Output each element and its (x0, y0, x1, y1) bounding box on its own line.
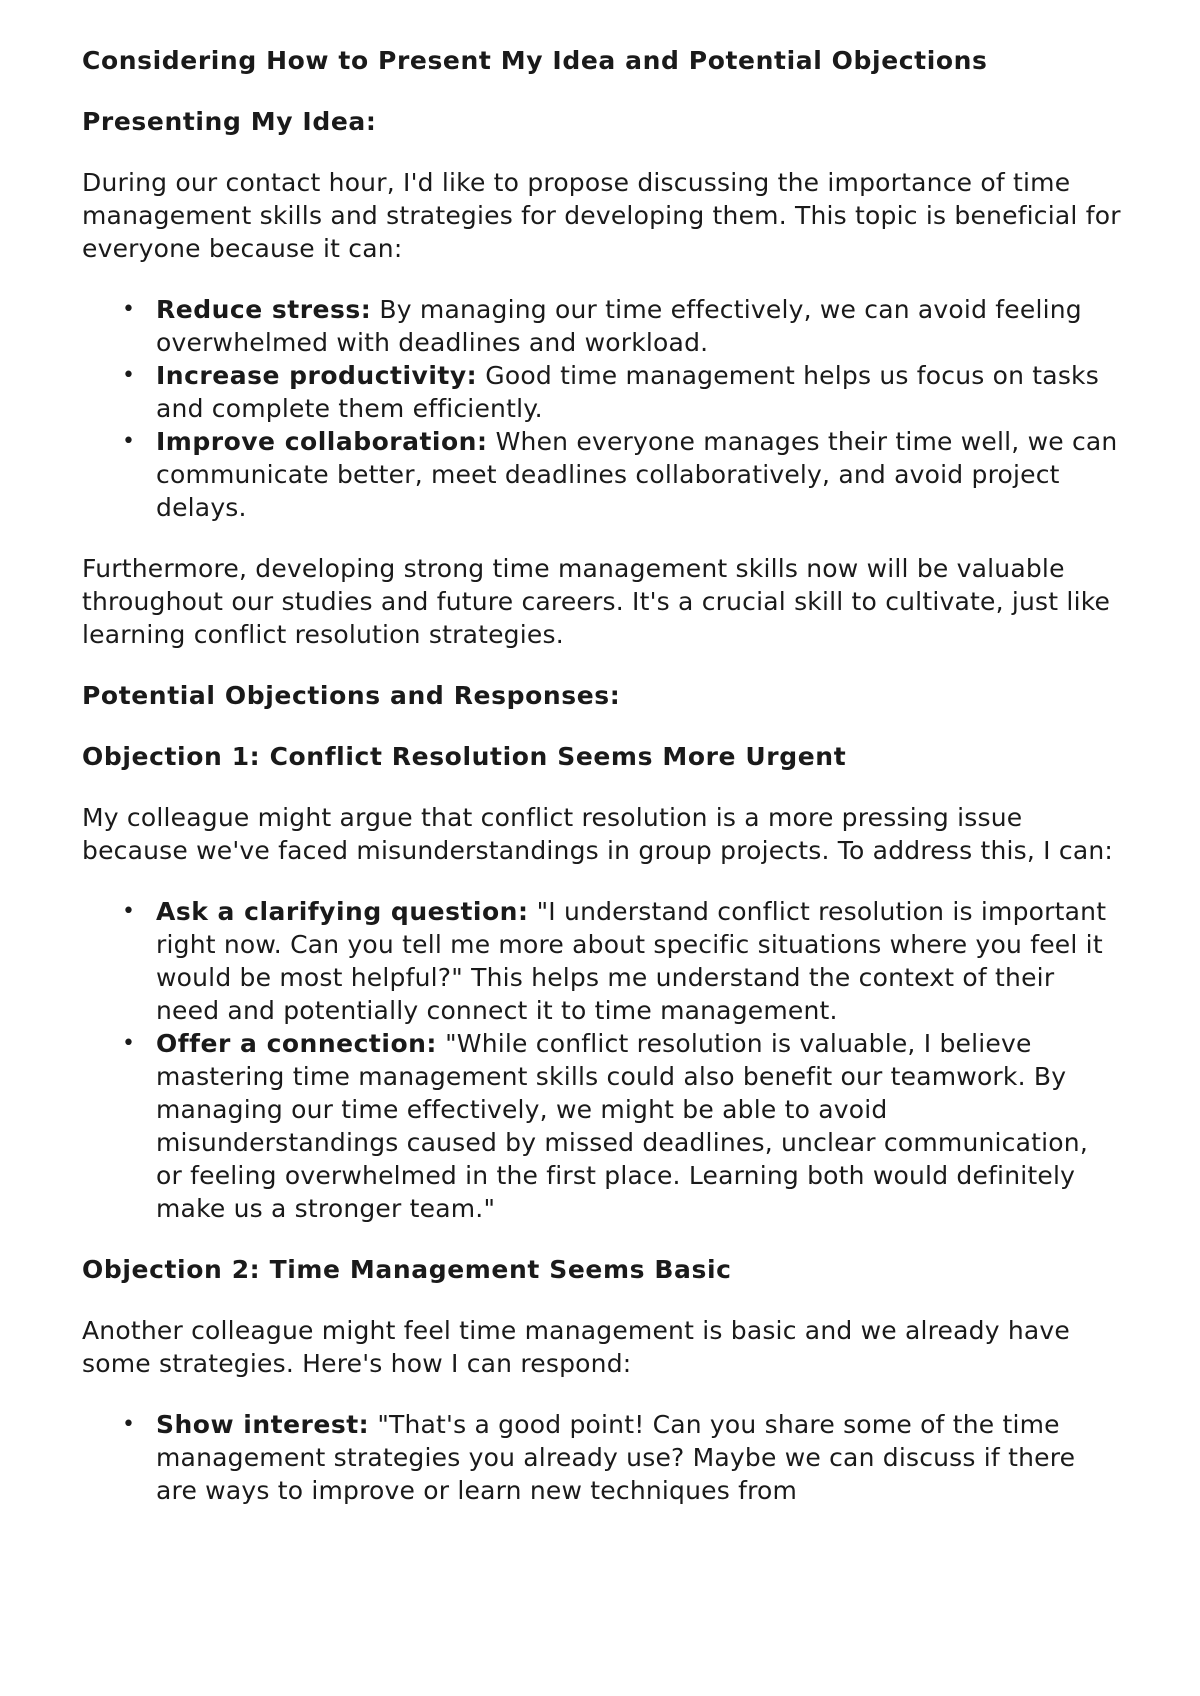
section-heading-presenting: Presenting My Idea: (82, 107, 377, 136)
section-heading-objections: Potential Objections and Responses: (82, 681, 621, 710)
document-page (82, 44, 1122, 1535)
list-item-text: "That's a good point! Can you share some of the time management strategies you already use? Maybe we can discuss if there are ways to improve or learn new techniques from (156, 1410, 1076, 1505)
objection-2-intro-paragraph: Another colleague might feel time management is basic and we already have some strategies. Here's how I can respond: (82, 1316, 1071, 1378)
presenting-intro-paragraph: During our contact hour, I'd like to propose discussing the importance of time management skills and strategies for developing them. This topic is beneficial for everyone because it can: (82, 168, 1121, 263)
objection-1-responses-list (82, 895, 1122, 1225)
bullet-icon: • (122, 363, 136, 388)
document-title: Considering How to Present My Idea and Potential Objections (82, 46, 988, 75)
list-item-label: Increase productivity: (156, 361, 478, 390)
list-item-label: Ask a clarifying question: (156, 897, 529, 926)
list-item-text: Good time management helps us focus on tasks and complete them efficiently. (156, 361, 1099, 423)
list-item-label: Show interest: (156, 1410, 370, 1439)
objection-1-heading: Objection 1: Conflict Resolution Seems More Urgent (82, 742, 847, 771)
list-item (122, 1027, 1122, 1225)
list-item-text: "I understand conflict resolution is important right now. Can you tell me more about specific situations where you feel it would be most helpful?" This helps me understand the context of their need and potentially connect it to time management. (156, 897, 1107, 1025)
presenting-closing-paragraph: Furthermore, developing strong time management skills now will be valuable throughout our studies and future careers. It's a crucial skill to cultivate, just like learning conflict resolution strategies. (82, 554, 1111, 649)
list-item (122, 293, 1122, 359)
list-item-text: When everyone manages their time well, we can communicate better, meet deadlines collaboratively, and avoid project delays. (156, 427, 1118, 522)
benefits-list (82, 293, 1122, 524)
list-item (122, 425, 1122, 524)
bullet-icon: • (122, 429, 136, 454)
list-item-label: Offer a connection: (156, 1029, 437, 1058)
list-item-text: "While conflict resolution is valuable, I believe mastering time management skills could also benefit our teamwork. By managing our time effectively, we might be able to avoid misunderstandings caused by missed deadlines, unclear communication, or feeling overwhelmed in the first place. Learning both would definitely make us a stronger team." (156, 1029, 1088, 1223)
objection-1-intro-paragraph: My colleague might argue that conflict resolution is a more pressing issue because we've faced misunderstandings in group projects. To address this, I can: (82, 803, 1114, 865)
list-item (122, 1408, 1122, 1507)
list-item-text: By managing our time effectively, we can avoid feeling overwhelmed with deadlines and workload. (156, 295, 1082, 357)
list-item (122, 895, 1122, 1027)
list-item-label: Reduce stress: (156, 295, 372, 324)
objection-2-responses-list (82, 1408, 1122, 1507)
bullet-icon: • (122, 1412, 136, 1437)
bullet-icon: • (122, 297, 136, 322)
list-item (122, 359, 1122, 425)
objection-2-heading: Objection 2: Time Management Seems Basic (82, 1255, 732, 1284)
list-item-label: Improve collaboration: (156, 427, 488, 456)
bullet-icon: • (122, 1031, 136, 1056)
bullet-icon: • (122, 899, 136, 924)
